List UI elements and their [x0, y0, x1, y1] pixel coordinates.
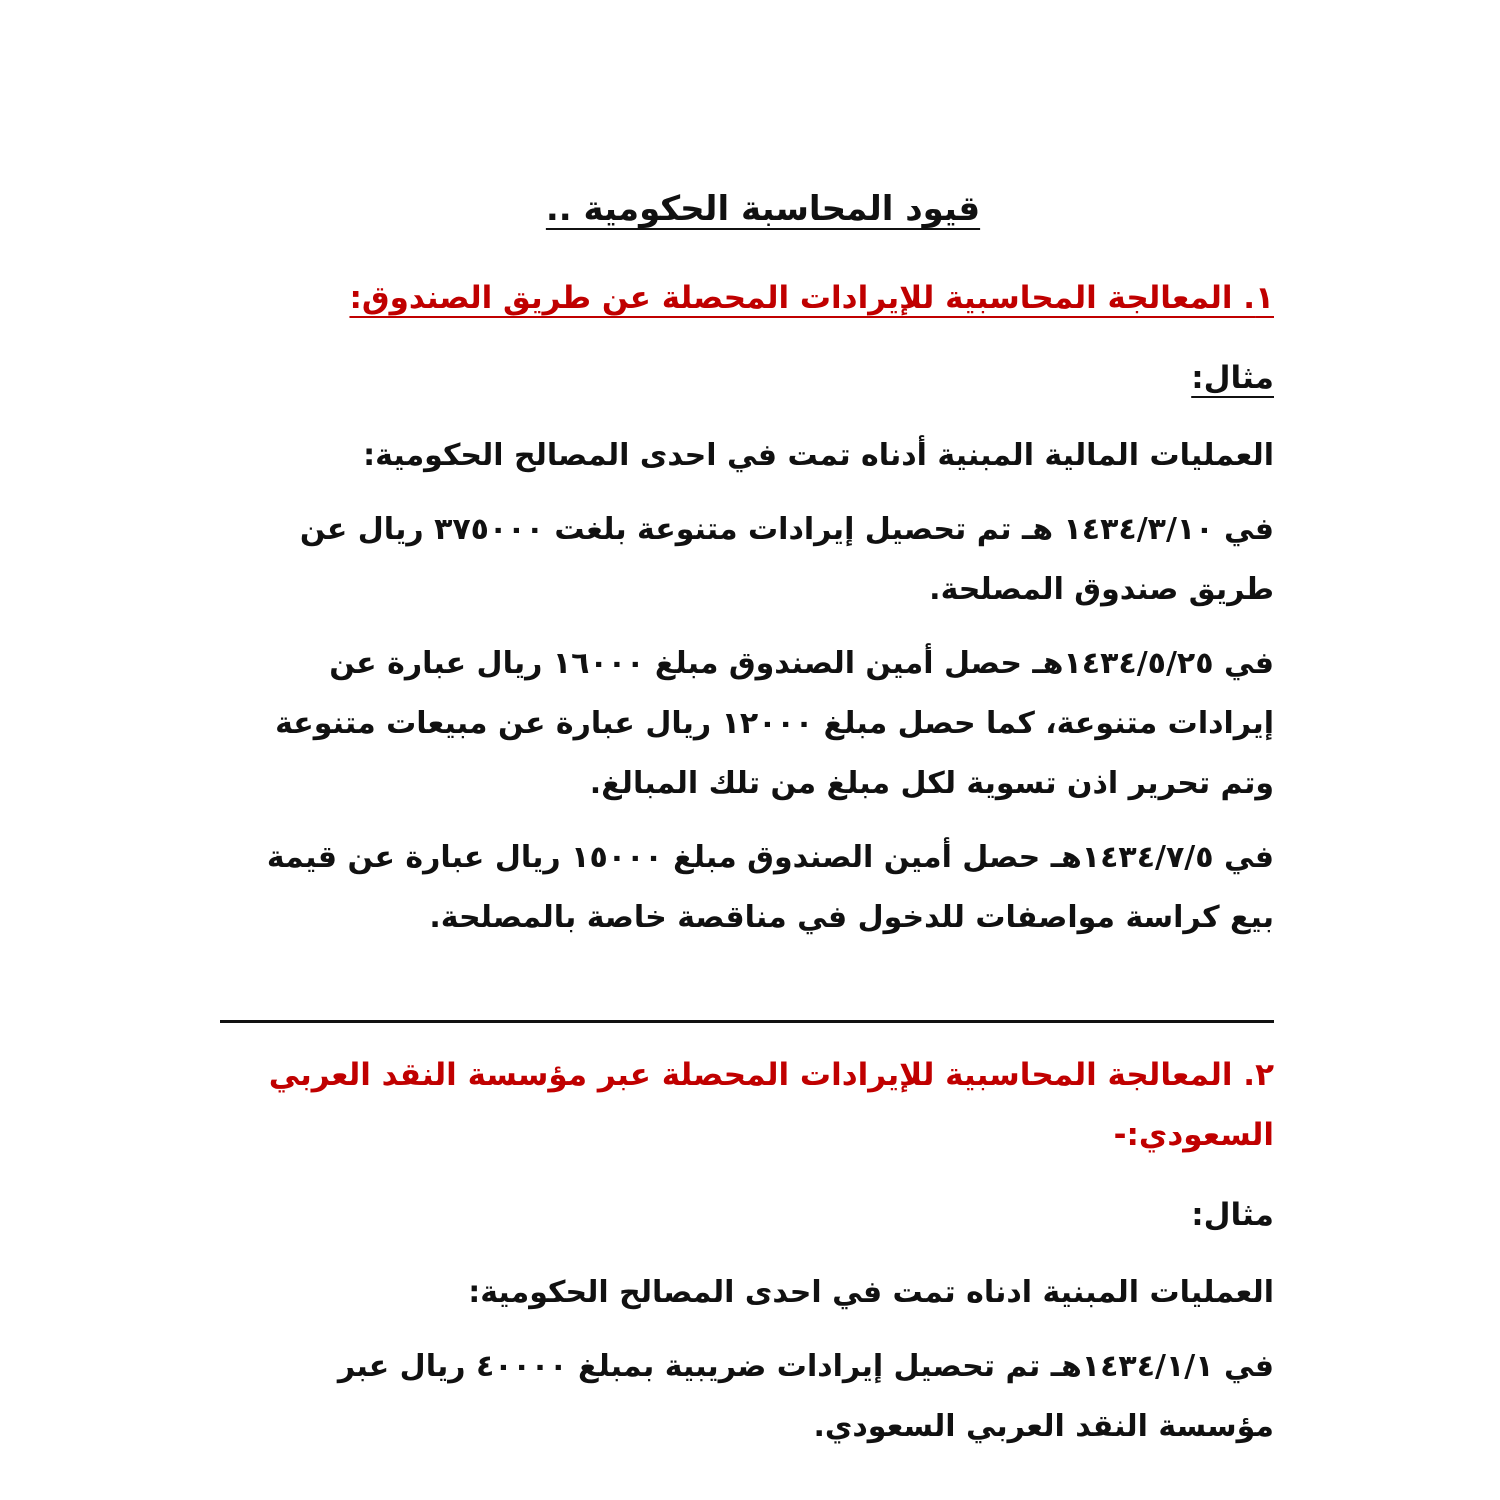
section-2-heading: ٢. المعالجة المحاسبية للإيرادات المحصلة عبر مؤسسة النقد العربي السعودي:- — [268, 1057, 1274, 1153]
section-1-heading — [222, 268, 1274, 328]
section-1-example-label — [222, 348, 1274, 408]
section-2-example-label: مثال: — [1191, 1197, 1274, 1233]
section-1-heading-text: ١. المعالجة المحاسبية للإيرادات المحصلة عن طريق الصندوق: — [349, 280, 1274, 316]
section-2-paragraph-1: في ١٤٣٤/١/١هـ تم تحصيل إيرادات ضريبية بمبلغ ٤٠٠٠٠ ريال عبر مؤسسة النقد العربي السعودي. — [337, 1349, 1274, 1444]
section-1-intro: العمليات المالية المبنية أدناه تمت في احدى المصالح الحكومية: — [363, 438, 1274, 473]
section-1-paragraph-1: في ١٤٣٤/٣/١٠ هـ تم تحصيل إيرادات متنوعة بلغت ٣٧٥٠٠٠ ريال عن طريق صندوق المصلحة. — [299, 512, 1274, 607]
page-title-text: قيود المحاسبة الحكومية .. — [545, 189, 981, 229]
section-cash-revenues — [222, 268, 1274, 948]
section-2-intro: العمليات المبنية ادناه تمت في احدى المصالح الحكومية: — [468, 1275, 1274, 1310]
section-divider — [220, 1020, 1274, 1023]
section-1-example-label-text: مثال: — [1191, 360, 1274, 396]
page-title — [222, 180, 1274, 238]
document-page — [222, 180, 1274, 1471]
section-1-paragraph-3: في ١٤٣٤/٧/٥هـ حصل أمين الصندوق مبلغ ١٥٠٠٠ ريال عبارة عن قيمة بيع كراسة مواصفات للدخول في مناقصة خاصة بالمصلحة. — [266, 840, 1274, 935]
section-1-paragraph-2: في ١٤٣٤/٥/٢٥هـ حصل أمين الصندوق مبلغ ١٦٠٠٠ ريال عبارة عن إيرادات متنوعة، كما حصل مبلغ ١٢٠٠٠ ريال عبارة عن مبيعات متنوعة وتم تحرير اذن تسوية لكل مبلغ من تلك المبالغ. — [275, 646, 1274, 801]
section-sama-revenues — [222, 1045, 1274, 1457]
